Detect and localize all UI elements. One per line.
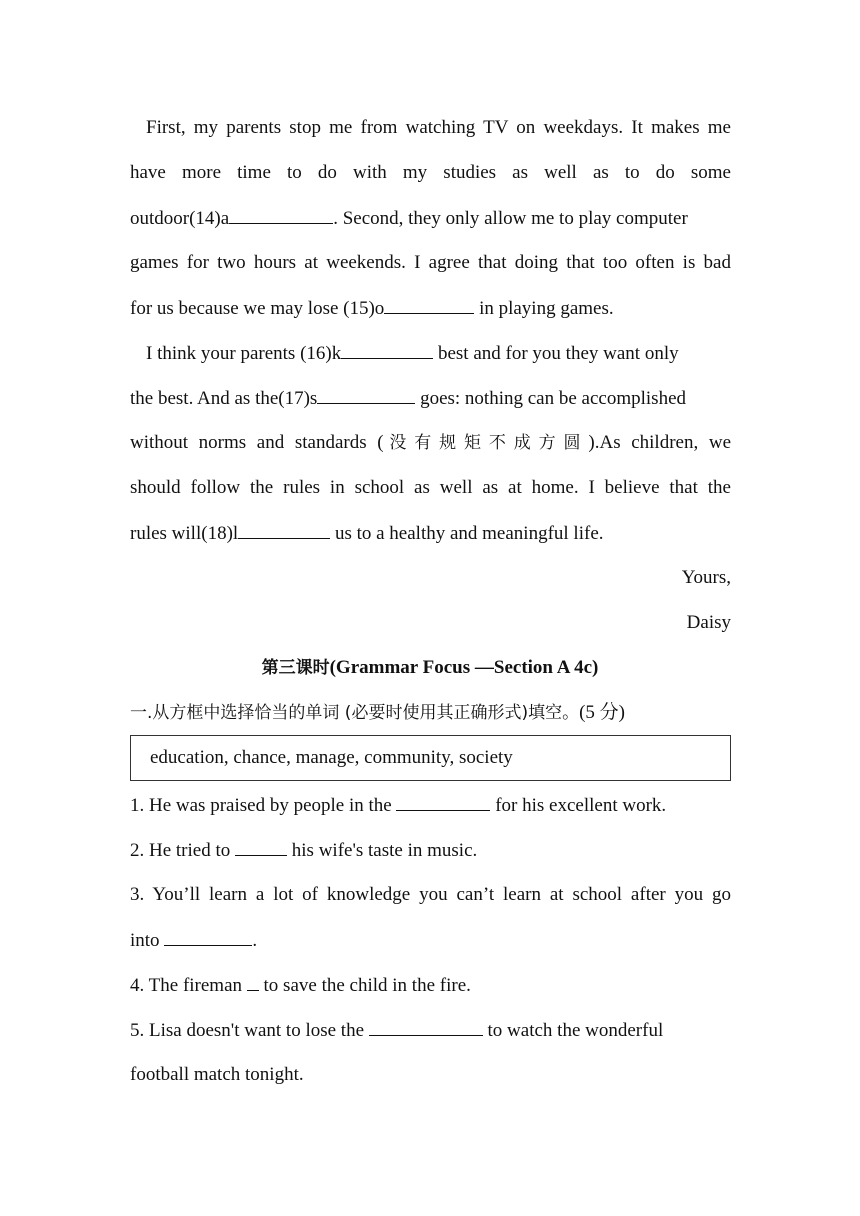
question-3-cont: into . [130, 927, 731, 954]
blank-16[interactable] [341, 340, 433, 359]
answer-blank-3[interactable] [164, 927, 252, 946]
letter-line: I think your parents (16)k best and for you they want only [130, 340, 731, 367]
question-4: 4. The fireman to save the child in the fire. [130, 972, 731, 999]
letter-signature: Daisy [686, 612, 731, 633]
letter-line: should follow the rules in school as well as at home. I believe that the [130, 477, 731, 498]
blank-17[interactable] [317, 385, 415, 404]
answer-blank-5[interactable] [369, 1017, 483, 1036]
question-2: 2. He tried to his wife's taste in music. [130, 837, 731, 864]
answer-blank-4[interactable] [247, 972, 259, 991]
letter-line: First, my parents stop me from watching TV on weekdays. It makes me [146, 117, 731, 138]
question-5: 5. Lisa doesn't want to lose the to watch the wonderful [130, 1017, 731, 1044]
letter-line: outdoor(14)a . Second, they only allow me to play computer [130, 205, 731, 232]
question-1: 1. He was praised by people in the for his excellent work. [130, 792, 731, 819]
question-3: 3. You’ll learn a lot of knowledge you can’t learn at school after you go [130, 884, 731, 905]
blank-14[interactable] [229, 205, 333, 224]
word-bank-text: education, chance, manage, community, society [150, 747, 513, 768]
letter-line: without norms and standards (没有规矩不成方圆).As children, we [130, 432, 731, 453]
letter-line: for us because we may lose (15)o in playing games. [130, 295, 731, 322]
letter-line: rules will(18)l us to a healthy and meaningful life. [130, 520, 731, 547]
answer-blank-1[interactable] [396, 792, 490, 811]
section-title: 第三课时(Grammar Focus —Section A 4c) [261, 657, 599, 678]
letter-line: the best. And as the(17)s goes: nothing can be accomplished [130, 385, 731, 412]
letter-line: have more time to do with my studies as well as to do some [130, 162, 731, 183]
question-5-cont: football match tonight. [130, 1064, 304, 1085]
exercise-instruction: 一.从方框中选择恰当的单词 (必要时使用其正确形式)填空。(5 分) [130, 702, 625, 723]
blank-18[interactable] [238, 520, 330, 539]
letter-closing: Yours, [681, 567, 731, 588]
answer-blank-2[interactable] [235, 837, 287, 856]
word-bank-box [130, 735, 731, 781]
letter-line: games for two hours at weekends. I agree that doing that too often is bad [130, 252, 731, 273]
blank-15[interactable] [384, 295, 474, 314]
